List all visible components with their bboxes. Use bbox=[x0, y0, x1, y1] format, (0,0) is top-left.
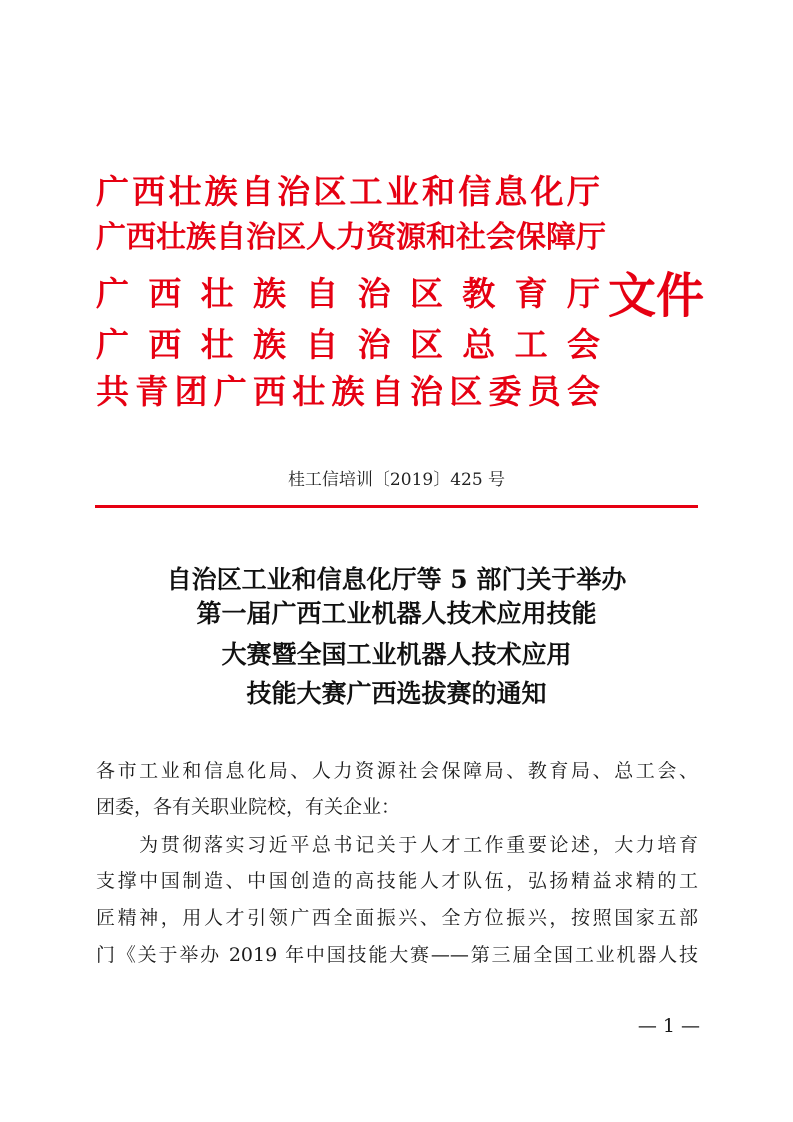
body-text-line: 支撑中国制造、中国创造的高技能人才队伍，弘扬精益求精的工 bbox=[96, 870, 698, 892]
notice-title-line: 第一届广西工业机器人技术应用技能 bbox=[196, 599, 597, 628]
body-text-line: 为贯彻落实习近平总书记关于人才工作重要论述，大力培育 bbox=[96, 834, 698, 856]
red-divider bbox=[95, 505, 698, 508]
addressee-line: 各市工业和信息化局、人力资源社会保障局、教育局、总工会、 bbox=[96, 760, 698, 782]
issuer-line: 广 西 壮 族 自 治 区 人 力 资 源 和 社 会 保 障 厅 bbox=[96, 220, 606, 255]
issuer-line: 广 西 壮 族 自 治 区 教 育 厅 bbox=[96, 274, 600, 313]
document-number: 桂工信培训〔2019〕425 号 bbox=[287, 470, 506, 490]
body-text-line: 匠精神，用人才引领广西全面振兴、全方位振兴，按照国家五部 bbox=[96, 907, 698, 929]
notice-title-line: 大赛暨全国工业机器人技术应用 bbox=[221, 640, 572, 669]
page-number: — 1 — bbox=[637, 1015, 700, 1037]
document-type-label: 文件 bbox=[608, 268, 705, 324]
body-text-line: 门《关于举办 2019 年中国技能大赛——第三届全国工业机器人技 bbox=[96, 944, 698, 966]
notice-title-line: 自治区工业和信息化厅等 5 部门关于举办 bbox=[166, 565, 627, 594]
addressee-line: 团委，各有关职业院校，有关企业： bbox=[96, 796, 401, 818]
issuer-line: 共 青 团 广 西 壮 族 自 治 区 委 员 会 bbox=[96, 372, 600, 411]
issuer-line: 广 西 壮 族 自 治 区 工 业 和 信 息 化 厅 bbox=[96, 172, 600, 211]
issuer-line: 广 西 壮 族 自 治 区 总 工 会 bbox=[96, 325, 600, 364]
notice-title-line: 技能大赛广西选拔赛的通知 bbox=[246, 679, 547, 708]
